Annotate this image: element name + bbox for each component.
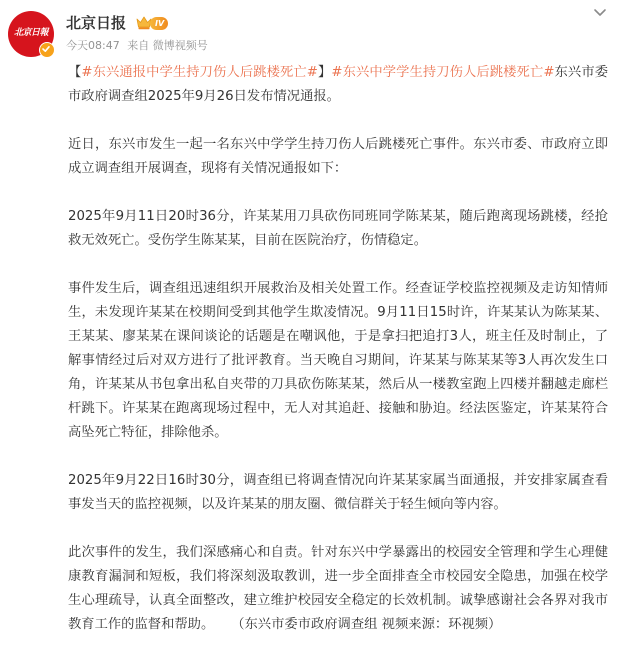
intro-paragraph	[68, 61, 608, 109]
post-header	[0, 0, 617, 60]
author-name[interactable]: 北京日报	[66, 14, 127, 32]
post-meta	[66, 38, 208, 54]
final-paragraph	[68, 541, 608, 637]
paragraph-4: 2025年9月22日16时30分，调查组已将调查情况向许某某家属当面通报，并安排家属查看事发当天的监控视频，以及许某某的朋友圈、微信群关于轻生倾向等内容。	[68, 473, 608, 512]
paragraph-3: 事件发生后，调查组迅速组织开展救治及相关处置工作。经查证学校监控视频及走访知情师生，未发现许某某在校期间受到其他学生欺凌情况。9月11日15时许，许某某认为陈某某、王某某、廖某某在课间谈论的话题是在嘲讽他，于是拿扫把追打3人，班主任及时制止，了解事情经过后对双方进行了批评教育。当天晚自习期间，许某某与陈某某等3人再次发生口角，许某某从书包拿出私自夹带的刀具砍伤陈某某，然后从一楼教室跑上四楼并翻越走廊栏杆跳下。许某某在跑离现场过程中，无人对其追赶、接触和胁迫。经法医鉴定，许某某符合高坠死亡特征，排除他杀。	[68, 281, 608, 440]
intro-tail: 东兴市委市政府调查组2025年9月26日发布情况通报。	[68, 65, 608, 104]
post-source: 来自 微博视频号	[127, 39, 208, 52]
post-time[interactable]: 今天08:47	[66, 39, 120, 52]
topic-link-1[interactable]: #东兴通报中学生持刀伤人后跳楼死亡#	[81, 65, 318, 80]
topic-link-2[interactable]: #东兴中学学生持刀伤人后跳楼死亡#	[331, 65, 555, 80]
avatar-logo-text: 北京日報	[13, 28, 48, 38]
verified-icon	[39, 42, 55, 58]
final-paragraph-text: 此次事件的发生，我们深感痛心和自责。针对东兴中学暴露出的校园安全管理和学生心理健康教育漏洞和短板，我们将深刻汲取教训，进一步全面排查全市校园安全隐患，加强在校学生心理疏导，认真全面整改，建立维护校园安全稳定的长效机制。诚挚感谢社会各界对我市教育工作的监督和帮助。	[68, 545, 608, 632]
paragraph-2: 2025年9月11日20时36分，许某某用刀具砍伤同班同学陈某某，随后跑离现场跳楼，经抢救无效死亡。受伤学生陈某某，目前在医院治疗，伤情稳定。	[68, 209, 608, 248]
bracket-close: 】	[317, 65, 332, 80]
paragraph-1: 近日，东兴市发生一起一名东兴中学学生持刀伤人后跳楼死亡事件。东兴市委、市政府立即成立调查组开展调查，现将有关情况通报如下：	[68, 137, 608, 176]
post-body	[68, 61, 608, 661]
source-note: （东兴市委市政府调查组 视频来源：环视频）	[231, 617, 502, 632]
chevron-down-icon[interactable]	[590, 2, 610, 22]
level-badge: IV	[150, 17, 168, 30]
bracket-open: 【	[68, 65, 82, 80]
